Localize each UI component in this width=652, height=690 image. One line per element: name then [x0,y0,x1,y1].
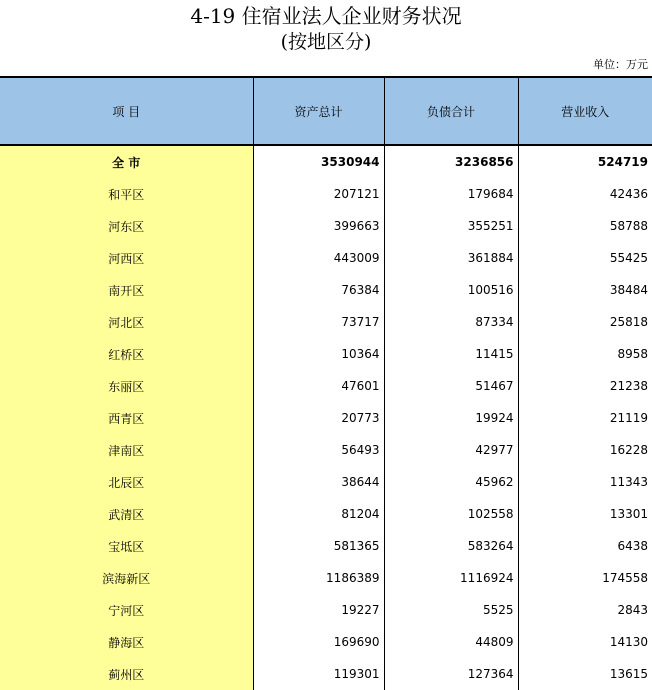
table-row [0,466,652,498]
assets-cell: 581365 [253,530,384,562]
liabilities-cell: 100516 [384,274,518,306]
revenue-cell: 174558 [518,562,652,594]
table-row [0,210,652,242]
liabilities-cell: 1116924 [384,562,518,594]
table-row [0,562,652,594]
page-subtitle: (按地区分) [280,31,372,53]
region-cell: 红桥区 [0,338,253,370]
assets-cell: 38644 [253,466,384,498]
assets-cell: 207121 [253,178,384,210]
assets-cell: 76384 [253,274,384,306]
assets-cell: 20773 [253,402,384,434]
region-cell: 东丽区 [0,370,253,402]
region-cell: 宁河区 [0,594,253,626]
header-revenue: 营业收入 [518,77,652,145]
table-row [0,242,652,274]
region-cell: 武清区 [0,498,253,530]
revenue-cell: 13301 [518,498,652,530]
assets-cell: 81204 [253,498,384,530]
liabilities-cell: 102558 [384,498,518,530]
table-row [0,306,652,338]
region-cell: 南开区 [0,274,253,306]
assets-cell: 47601 [253,370,384,402]
page-title: 4-19 住宿业法人企业财务状况 [190,4,462,28]
revenue-cell: 13615 [518,658,652,690]
region-cell: 滨海新区 [0,562,253,594]
liabilities-cell: 45962 [384,466,518,498]
liabilities-cell: 42977 [384,434,518,466]
region-cell: 和平区 [0,178,253,210]
table-row [0,530,652,562]
revenue-cell: 8958 [518,338,652,370]
table-row [0,594,652,626]
liabilities-cell: 583264 [384,530,518,562]
table-row [0,498,652,530]
table-row [0,434,652,466]
liabilities-cell: 355251 [384,210,518,242]
region-cell: 河北区 [0,306,253,338]
revenue-cell: 6438 [518,530,652,562]
assets-cell: 19227 [253,594,384,626]
revenue-cell: 14130 [518,626,652,658]
table-row [0,370,652,402]
assets-cell: 399663 [253,210,384,242]
revenue-cell: 21119 [518,402,652,434]
revenue-cell: 16228 [518,434,652,466]
liabilities-cell: 127364 [384,658,518,690]
region-cell: 津南区 [0,434,253,466]
revenue-cell: 2843 [518,594,652,626]
region-cell: 蓟州区 [0,658,253,690]
liabilities-cell: 3236856 [384,145,518,178]
revenue-cell: 55425 [518,242,652,274]
liabilities-cell: 19924 [384,402,518,434]
data-table [0,76,652,690]
liabilities-cell: 361884 [384,242,518,274]
assets-cell: 73717 [253,306,384,338]
liabilities-cell: 51467 [384,370,518,402]
header-liabilities: 负债合计 [384,77,518,145]
revenue-cell: 21238 [518,370,652,402]
region-cell: 静海区 [0,626,253,658]
region-cell: 宝坻区 [0,530,253,562]
revenue-cell: 58788 [518,210,652,242]
liabilities-cell: 87334 [384,306,518,338]
table-row [0,178,652,210]
assets-cell: 169690 [253,626,384,658]
region-cell: 河东区 [0,210,253,242]
liabilities-cell: 179684 [384,178,518,210]
revenue-cell: 25818 [518,306,652,338]
region-cell: 北辰区 [0,466,253,498]
header-assets: 资产总计 [253,77,384,145]
assets-cell: 56493 [253,434,384,466]
table-row [0,402,652,434]
table-row [0,658,652,690]
assets-cell: 443009 [253,242,384,274]
revenue-cell: 11343 [518,466,652,498]
region-cell: 河西区 [0,242,253,274]
revenue-cell: 42436 [518,178,652,210]
liabilities-cell: 11415 [384,338,518,370]
revenue-cell: 38484 [518,274,652,306]
table-row-total [0,145,652,178]
revenue-cell: 524719 [518,145,652,178]
assets-cell: 119301 [253,658,384,690]
header-item: 项 目 [0,77,253,145]
liabilities-cell: 5525 [384,594,518,626]
table-row [0,274,652,306]
unit-label: 单位：万元 [593,58,648,71]
region-cell: 全 市 [0,145,253,178]
liabilities-cell: 44809 [384,626,518,658]
region-cell: 西青区 [0,402,253,434]
assets-cell: 10364 [253,338,384,370]
table-body [0,145,652,690]
assets-cell: 3530944 [253,145,384,178]
assets-cell: 1186389 [253,562,384,594]
table-header-row [0,77,652,145]
table-row [0,338,652,370]
table-row [0,626,652,658]
